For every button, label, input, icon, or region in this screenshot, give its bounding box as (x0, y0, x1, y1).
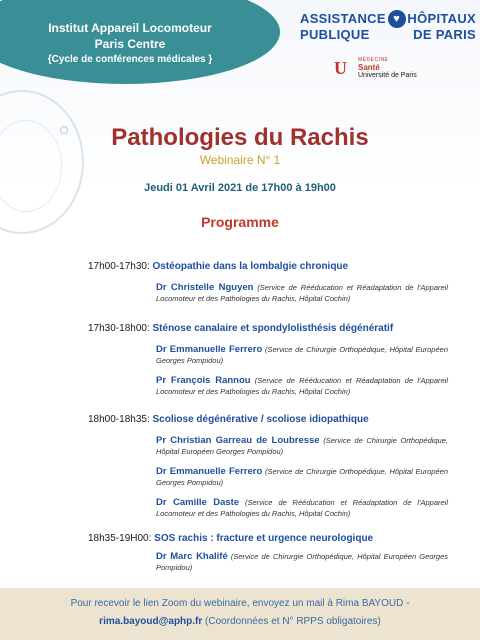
speaker (156, 282, 448, 304)
heart-icon: ♥ (388, 10, 406, 28)
speaker-affiliation: (Service de Chirurgie Orthopédique, Hôpital Européen Georges Pompidou) (156, 552, 449, 572)
session-header (88, 413, 448, 426)
speaker-name: Pr Christian Garreau de Loubresse (156, 435, 320, 446)
speaker (156, 466, 448, 488)
session (88, 413, 448, 519)
speaker-name: Dr Marc Khalifé (156, 551, 228, 562)
speaker (156, 344, 448, 366)
registration-footer (0, 588, 480, 640)
session-topic: Ostéopathie dans la lombalgie chronique (152, 261, 349, 272)
aphp-text: HÔPITAUX (407, 11, 476, 26)
aphp-logo (300, 10, 476, 42)
speaker (156, 435, 448, 457)
aphp-text: PUBLIQUE (300, 27, 370, 42)
session (88, 322, 448, 397)
speaker-affiliation: (Service de Chirurgie Orthopédique, Hôpital Européen Georges Pompidou) (156, 345, 448, 365)
up-sante: Santé (358, 63, 380, 72)
speaker-affiliation: (Service de Chirurgie Orthopédique, Hôpital Européen Georges Pompidou) (156, 467, 448, 487)
conference-cycle: {Cycle de conférences médicales } (47, 54, 213, 65)
up-faculty: MÉDECINE (358, 57, 389, 63)
speaker-affiliation: (Service de Rééducation et Réadaptation de l'Appareil Locomoteur et des Pathologies du Rachis, Hôpital Cochin) (156, 376, 448, 396)
universite-paris-logo (334, 56, 417, 80)
session-header (88, 260, 448, 273)
speaker-name: Pr François Rannou (156, 375, 251, 386)
up-university: Université de Paris (358, 72, 417, 79)
event-date: Jeudi 01 Avril 2021 de 17h00 à 19h00 (144, 182, 336, 194)
speaker (156, 551, 448, 573)
speaker-name: Dr Emmanuelle Ferrero (156, 344, 263, 355)
session-topic: SOS rachis : fracture et urgence neurologique (154, 533, 374, 544)
page-title: Pathologies du Rachis (111, 124, 369, 151)
speaker-name: Dr Emmanuelle Ferrero (156, 466, 263, 477)
institute-location: Paris Centre (94, 37, 166, 51)
registration-contact (0, 616, 480, 627)
aphp-text: DE PARIS (413, 27, 476, 42)
speaker-affiliation: (Service de Rééducation et Réadaptation de l'Appareil Locomoteur et des Pathologies du Rachis, Hôpital Cochin) (156, 498, 448, 518)
speaker-affiliation: (Service de Chirurgie Orthopédique, Hôpital Européen Georges Pompidou) (156, 436, 448, 456)
registration-requirements: (Coordonnées et N° RPPS obligatoires) (202, 616, 381, 627)
speaker-name: Dr Christelle Nguyen (156, 282, 254, 293)
session-header (88, 532, 448, 545)
speaker-affiliation: (Service de Rééducation et Réadaptation de l'Appareil Locomoteur et des Pathologies du Rachis, Hôpital Cochin) (156, 283, 449, 303)
session-time: 17h00-17h30: (88, 261, 150, 272)
contact-email-link[interactable]: rima.bayoud@aphp.fr (99, 616, 203, 627)
institute-name: Institut Appareil Locomoteur (48, 21, 212, 35)
registration-instructions: Pour recevoir le lien Zoom du webinaire, envoyez un mail à Rima BAYOUD - (70, 598, 410, 609)
session-time: 17h30-18h00: (88, 323, 150, 334)
session-header (88, 322, 448, 335)
session-topic: Sténose canalaire et spondylolisthésis dégénératif (152, 323, 394, 334)
speaker (156, 375, 448, 397)
session (88, 532, 448, 573)
aphp-text: ASSISTANCE (300, 11, 386, 26)
session-topic: Scoliose dégénérative / scoliose idiopathique (152, 414, 369, 425)
speaker-name: Dr Camille Daste (156, 497, 240, 508)
session-time: 18h35-19H00: (88, 533, 152, 544)
programme-heading: Programme (201, 214, 279, 230)
institute-header (0, 20, 260, 67)
session-time: 18h00-18h35: (88, 414, 150, 425)
webinar-number: Webinaire N° 1 (199, 153, 281, 167)
speaker (156, 497, 448, 519)
session (88, 260, 448, 304)
up-emblem-icon: U (334, 58, 347, 78)
